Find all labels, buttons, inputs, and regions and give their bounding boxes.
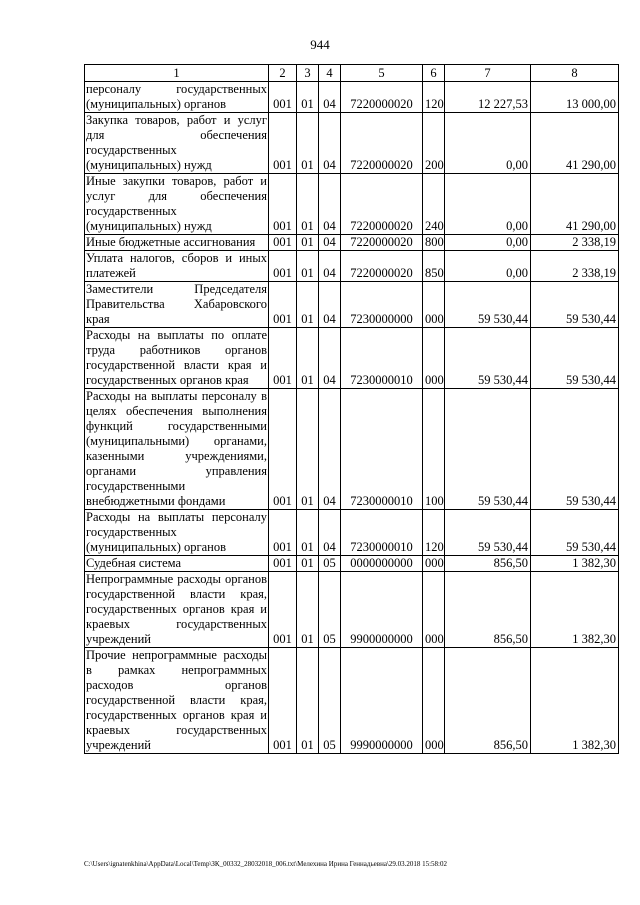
row-section: 01 [297,572,319,648]
row-section: 01 [297,328,319,389]
row-admin-code: 001 [269,174,297,235]
row-name: Уплата налогов, сборов и иных платежей [86,251,267,280]
row-target-code: 9990000000 [341,648,423,754]
row-admin-code: 001 [269,82,297,113]
row-amount-7: 59 530,44 [445,328,531,389]
row-amount-7: 59 530,44 [445,282,531,328]
page-number: 944 [310,37,330,52]
row-subsection: 05 [319,556,341,572]
row-target-code: 7230000010 [341,328,423,389]
row-section: 01 [297,648,319,754]
row-target-code: 0000000000 [341,556,423,572]
row-target-code: 7230000010 [341,510,423,556]
row-expense-type: 000 [423,572,445,648]
row-expense-type: 120 [423,82,445,113]
row-expense-type: 000 [423,648,445,754]
row-subsection: 04 [319,235,341,251]
row-name: Иные закупки товаров, работ и услуг для обеспечения государственных (муниципальных) нужд [86,174,267,233]
table-row [85,235,619,251]
row-name: Иные бюджетные ассигнования [85,235,269,251]
row-amount-7: 12 227,53 [445,82,531,113]
row-name: Расходы на выплаты персоналу государственных (муниципальных) органов [86,510,267,554]
row-amount-8: 13 000,00 [531,82,619,113]
row-section: 01 [297,251,319,282]
row-name: Заместители Председателя Правительства Хабаровского края [86,282,267,326]
row-subsection: 04 [319,82,341,113]
header-row [85,65,619,82]
row-target-code: 7220000020 [341,235,423,251]
table-row [85,556,619,572]
table-row [85,648,619,754]
row-name: Закупка товаров, работ и услуг для обеспечения государственных (муниципальных) нужд [86,113,267,172]
row-amount-8: 41 290,00 [531,113,619,174]
row-expense-type: 000 [423,328,445,389]
row-amount-8: 59 530,44 [531,389,619,510]
row-expense-type: 000 [423,556,445,572]
row-name: Расходы на выплаты персоналу в целях обеспечения выполнения функций государственными (муниципальными) органами, казенными учреждениями, органами управления государственными внебюджетными фондами [86,389,267,508]
header-col-2: 2 [269,65,297,82]
table-row [85,82,619,113]
row-expense-type: 100 [423,389,445,510]
row-amount-8: 1 382,30 [531,572,619,648]
row-target-code: 7220000020 [341,82,423,113]
row-admin-code: 001 [269,648,297,754]
row-expense-type: 200 [423,113,445,174]
row-amount-7: 856,50 [445,648,531,754]
row-name: Расходы на выплаты по оплате труда работников органов государственной власти края и государственных органов края [86,328,267,387]
row-admin-code: 001 [269,251,297,282]
row-amount-7: 0,00 [445,113,531,174]
row-target-code: 7220000020 [341,174,423,235]
row-subsection: 05 [319,648,341,754]
row-amount-8: 59 530,44 [531,328,619,389]
table-row [85,174,619,235]
row-admin-code: 001 [269,556,297,572]
header-col-7: 7 [445,65,531,82]
row-expense-type: 120 [423,510,445,556]
row-target-code: 7220000020 [341,251,423,282]
row-expense-type: 850 [423,251,445,282]
table-row [85,251,619,282]
budget-table [84,64,619,754]
row-subsection: 05 [319,572,341,648]
row-target-code: 7220000020 [341,113,423,174]
row-admin-code: 001 [269,572,297,648]
row-subsection: 04 [319,174,341,235]
header-col-5: 5 [341,65,423,82]
row-section: 01 [297,556,319,572]
row-section: 01 [297,389,319,510]
row-admin-code: 001 [269,235,297,251]
row-admin-code: 001 [269,113,297,174]
row-amount-8: 59 530,44 [531,282,619,328]
table-row [85,510,619,556]
row-amount-7: 0,00 [445,174,531,235]
row-subsection: 04 [319,510,341,556]
row-amount-8: 1 382,30 [531,556,619,572]
row-subsection: 04 [319,251,341,282]
row-expense-type: 240 [423,174,445,235]
header-col-8: 8 [531,65,619,82]
table-row [85,572,619,648]
row-subsection: 04 [319,113,341,174]
row-subsection: 04 [319,282,341,328]
row-admin-code: 001 [269,282,297,328]
header-col-3: 3 [297,65,319,82]
row-amount-8: 1 382,30 [531,648,619,754]
row-amount-8: 2 338,19 [531,235,619,251]
row-expense-type: 000 [423,282,445,328]
row-section: 01 [297,510,319,556]
table-row [85,389,619,510]
row-target-code: 7230000010 [341,389,423,510]
row-name: персоналу государственных (муниципальных) органов [86,82,267,111]
row-amount-8: 41 290,00 [531,174,619,235]
row-amount-8: 59 530,44 [531,510,619,556]
row-amount-7: 856,50 [445,572,531,648]
table-row [85,282,619,328]
row-name: Непрограммные расходы органов государственной власти края, государственных органов края и краевых государственных учреждений [86,572,267,646]
row-amount-7: 59 530,44 [445,389,531,510]
row-amount-8: 2 338,19 [531,251,619,282]
row-target-code: 9900000000 [341,572,423,648]
file-path-footer: C:\Users\ignatenkhina\AppData\Local\Temp\ЗК_00332_28032018_006.txt\Мелехина Ирина Геннадьевна\29.03.2018 15:58:02 [84,860,448,868]
header-col-4: 4 [319,65,341,82]
row-expense-type: 800 [423,235,445,251]
row-name: Прочие непрограммные расходы в рамках непрограммных расходов органов государственной власти края, государственных органов края и краевых государственных учреждений [86,648,267,752]
header-col-6: 6 [423,65,445,82]
row-name: Судебная система [85,556,269,572]
header-col-1: 1 [85,65,269,82]
row-section: 01 [297,282,319,328]
row-section: 01 [297,113,319,174]
row-section: 01 [297,82,319,113]
row-amount-7: 856,50 [445,556,531,572]
row-amount-7: 0,00 [445,235,531,251]
row-subsection: 04 [319,328,341,389]
row-amount-7: 0,00 [445,251,531,282]
row-admin-code: 001 [269,389,297,510]
row-target-code: 7230000000 [341,282,423,328]
row-section: 01 [297,174,319,235]
row-admin-code: 001 [269,510,297,556]
table-row [85,113,619,174]
row-admin-code: 001 [269,328,297,389]
row-section: 01 [297,235,319,251]
row-subsection: 04 [319,389,341,510]
table-row [85,328,619,389]
row-amount-7: 59 530,44 [445,510,531,556]
